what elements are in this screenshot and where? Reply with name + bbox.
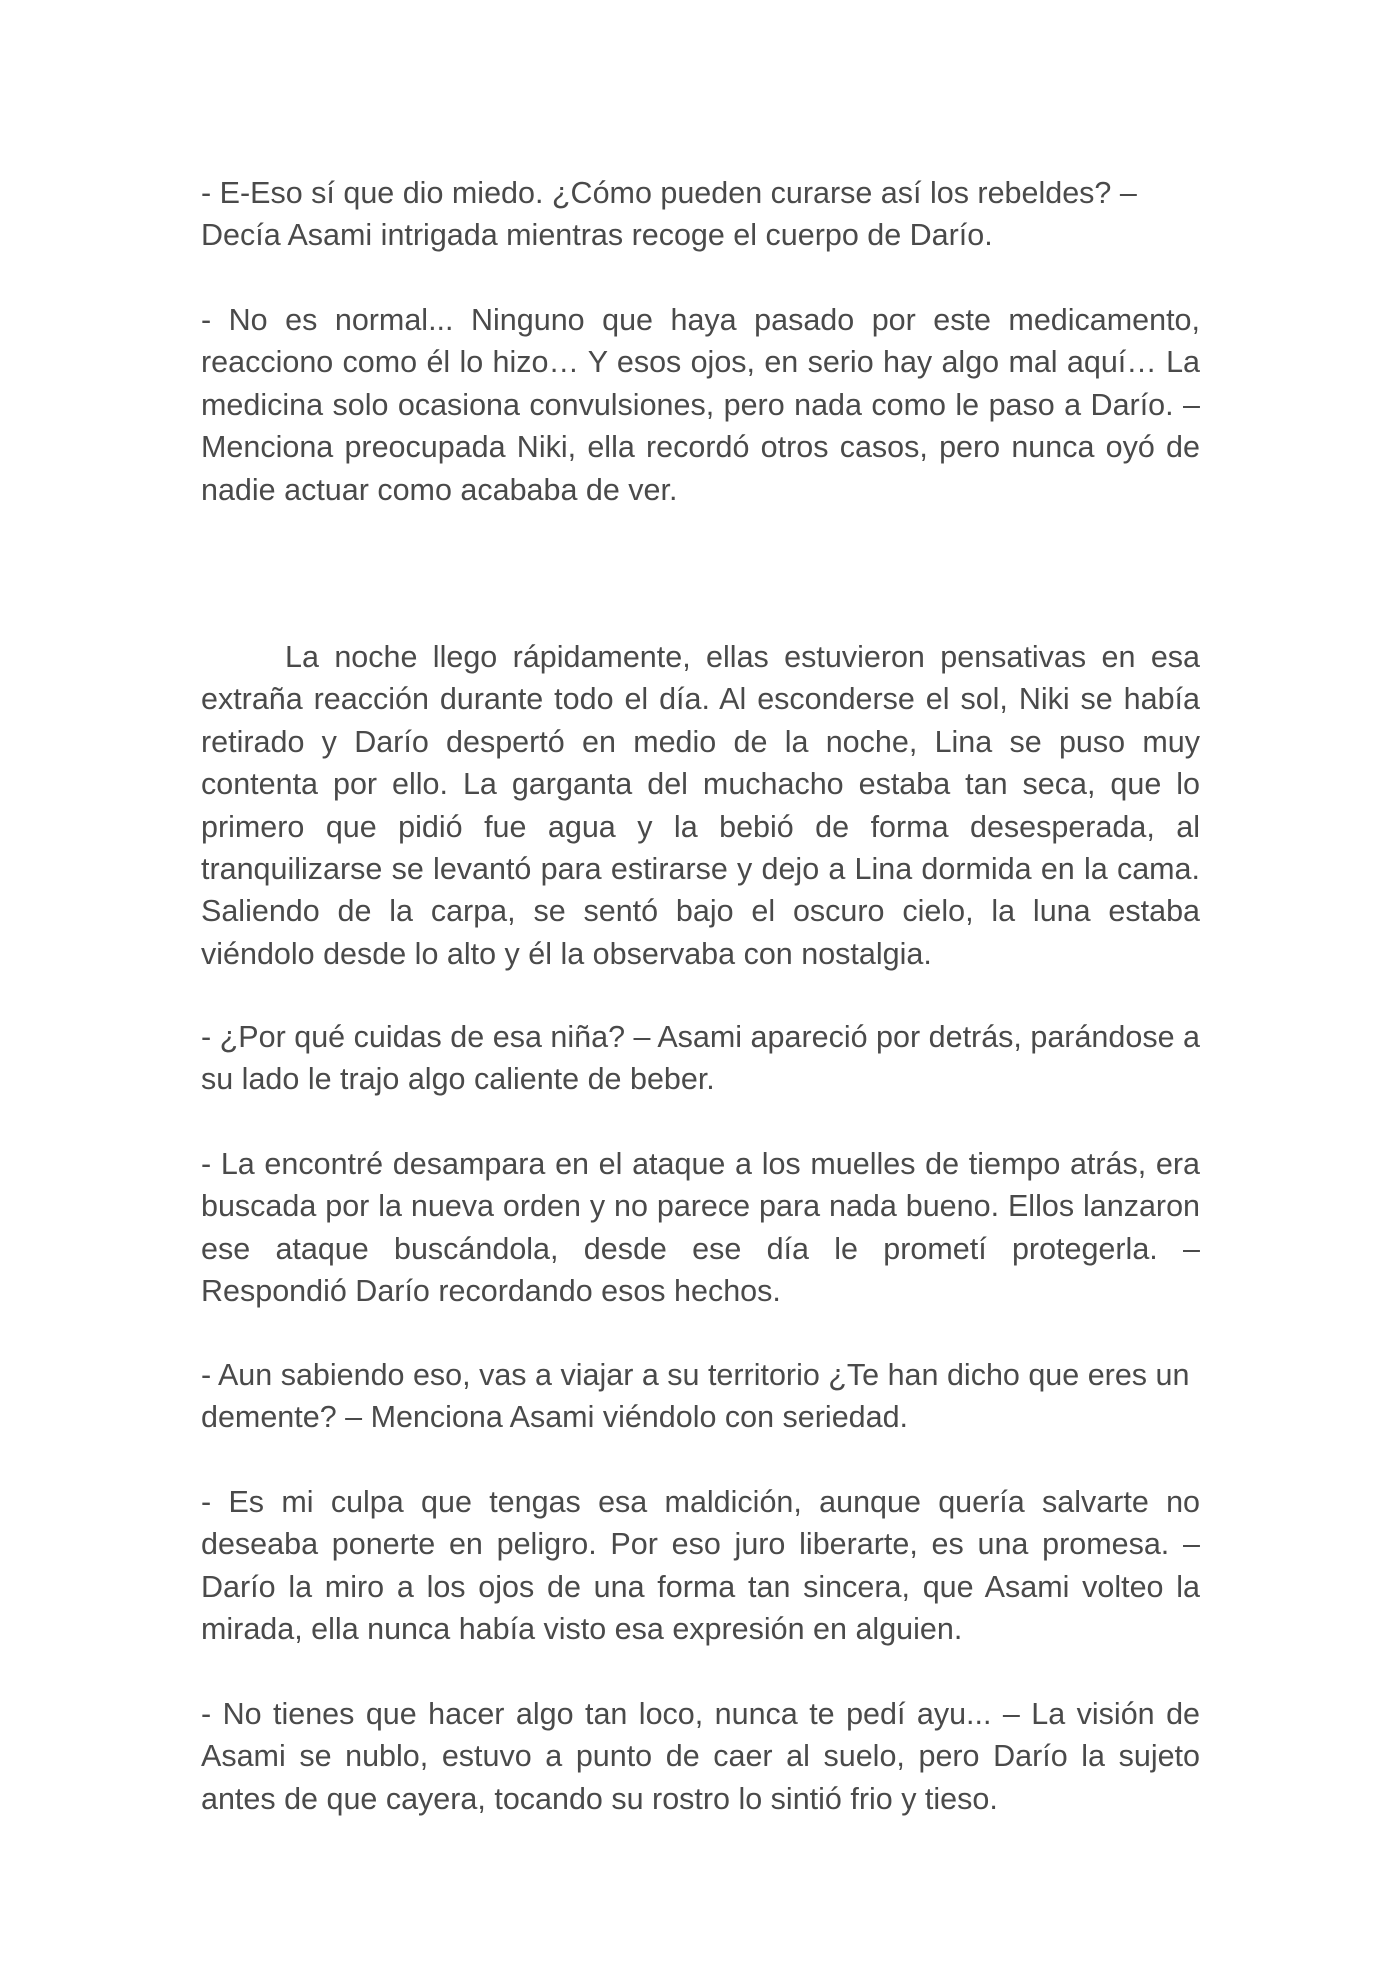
paragraph-6: - Aun sabiendo eso, vas a viajar a su territorio ¿Te han dicho que eres un demente? – Menciona Asami viéndolo con seriedad.: [201, 1358, 1190, 1435]
text-block-5: [201, 1143, 1200, 1313]
text-block-2: [201, 299, 1200, 511]
text-block-4: [201, 1016, 1200, 1101]
paragraph-8: - No tienes que hacer algo tan loco, nunca te pedí ayu... – La visión de Asami se nublo, estuvo a punto de caer al suelo, pero Darío la sujeto antes de que cayera, tocando su rostro lo sintió frio y tieso.: [201, 1697, 1200, 1816]
paragraph-1: - E-Eso sí que dio miedo. ¿Cómo pueden curarse así los rebeldes? – Decía Asami intrigada mientras recoge el cuerpo de Darío.: [201, 176, 1137, 253]
text-block-1: [201, 172, 1200, 257]
paragraph-3: La noche llego rápidamente, ellas estuvieron pensativas en esa extraña reacción durante todo el día. Al esconderse el sol, Niki se había retirado y Darío despertó en medio de la noche, Lina se puso muy contenta por ello. La garganta del muchacho estaba tan seca, que lo primero que pidió fue agua y la bebió de forma desesperada, al tranquilizarse se levantó para estirarse y dejo a Lina dormida en la cama. Saliendo de la carpa, se sentó bajo el oscuro cielo, la luna estaba viéndolo desde lo alto y él la observaba con nostalgia.: [201, 640, 1200, 971]
text-block-7: [201, 1481, 1200, 1651]
paragraph-4: - ¿Por qué cuidas de esa niña? – Asami apareció por detrás, parándose a su lado le trajo algo caliente de beber.: [201, 1020, 1200, 1097]
text-block-6: [201, 1354, 1200, 1439]
text-block-8: [201, 1693, 1200, 1820]
text-block-3: [201, 636, 1200, 975]
paragraph-5: - La encontré desampara en el ataque a los muelles de tiempo atrás, era buscada por la nueva orden y no parece para nada bueno. Ellos lanzaron ese ataque buscándola, desde ese día le prometí protegerla. – Respondió Darío recordando esos hechos.: [201, 1147, 1200, 1309]
paragraph-2: - No es normal... Ninguno que haya pasado por este medicamento, reacciono como él lo hizo… Y esos ojos, en serio hay algo mal aquí… La medicina solo ocasiona convulsiones, pero nada como le paso a Darío. – Menciona preocupada Niki, ella recordó otros casos, pero nunca oyó de nadie actuar como acababa de ver.: [201, 303, 1200, 507]
paragraph-7: - Es mi culpa que tengas esa maldición, aunque quería salvarte no deseaba ponerte en peligro. Por eso juro liberarte, es una promesa. – Darío la miro a los ojos de una forma tan sincera, que Asami volteo la mirada, ella nunca había visto esa expresión en alguien.: [201, 1485, 1200, 1647]
